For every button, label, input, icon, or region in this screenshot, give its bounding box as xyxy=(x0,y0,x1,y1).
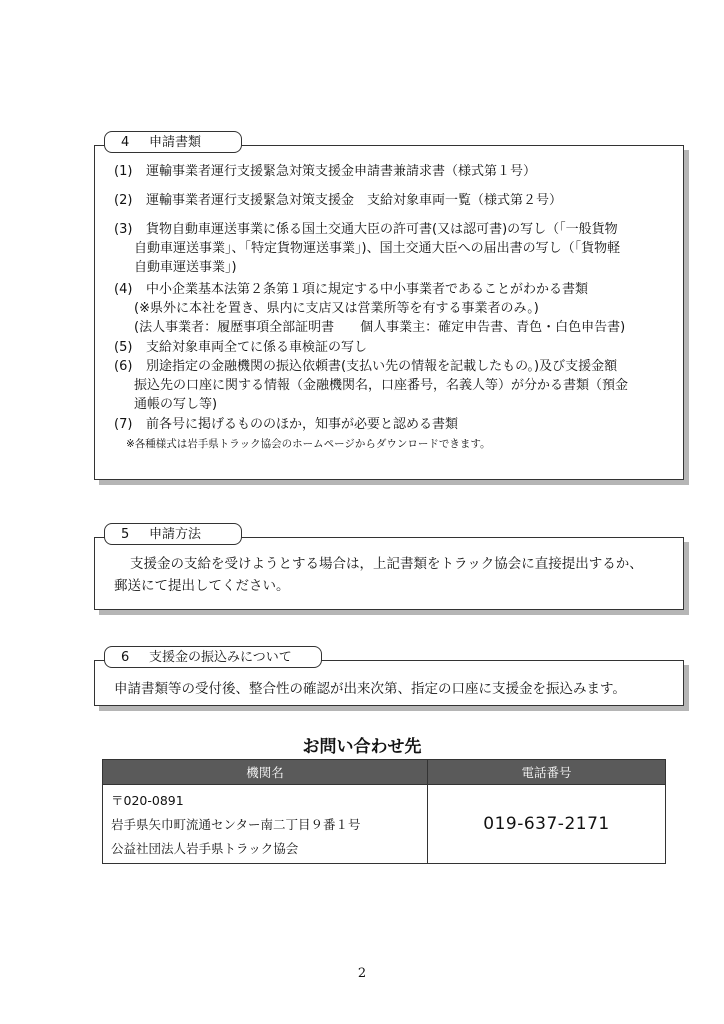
section-5-tab xyxy=(104,523,242,545)
section-6-number: 6 xyxy=(121,650,130,665)
page-number: 2 xyxy=(357,966,367,981)
item-number: (7) xyxy=(114,417,133,432)
item-text: 支給対象車両全てに係る車検証の写し xyxy=(146,340,368,355)
phone-number: 019-637-2171 xyxy=(428,785,666,864)
item-number: (1) xyxy=(114,164,133,179)
section-4-tab xyxy=(104,131,242,153)
section-4-number: 4 xyxy=(121,135,130,150)
item-text-continued: 振込先の口座に関する情報（金融機関名，口座番号，名義人等）が分かる書類（預金 xyxy=(134,378,629,393)
item-number: (3) xyxy=(114,222,133,237)
item-text-continued: 自動車運送事業」、「特定貨物運送事業」)、国土交通大臣への届出書の写し（「貨物軽 xyxy=(134,241,621,256)
column-header-phone: 電話番号 xyxy=(428,760,666,785)
postal-code: 〒020-0891 xyxy=(111,793,184,808)
address: 岩手県矢巾町流通センター南二丁目９番１号 xyxy=(111,817,361,832)
item-text: 運輸事業者運行支援緊急対策支援金 支給対象車両一覧（様式第２号） xyxy=(146,193,563,208)
item-text: 運輸事業者運行支援緊急対策支援金申請書兼請求書（様式第１号） xyxy=(146,164,537,179)
item-text: 前各号に掲げるもののほか，知事が必要と認める書類 xyxy=(146,417,459,432)
section-5-line-2: 郵送にて提出してください。 xyxy=(114,578,290,594)
item-text: 別途指定の金融機関の振込依頼書(支払い先の情報を記載したもの。)及び支援金額 xyxy=(146,359,618,374)
item-number: (2) xyxy=(114,193,133,208)
section-6-tab xyxy=(104,646,322,668)
item-number: (4) xyxy=(114,282,133,297)
item-text-continued: 通帳の写し等) xyxy=(134,397,218,412)
item-text-continued: (法人事業者：履歴事項全部証明書 個人事業主：確定申告書、青色・白色申告書) xyxy=(134,320,626,335)
contact-table xyxy=(102,759,666,864)
item-number: (6) xyxy=(114,359,133,374)
section-5-title: 申請方法 xyxy=(149,527,202,542)
section-6-text: 申請書類等の受付後、整合性の確認が出来次第、指定の口座に支援金を振込みます。 xyxy=(114,681,626,697)
contact-org-cell xyxy=(103,785,428,864)
item-text: 貨物自動車運送事業に係る国土交通大臣の許可書(又は認可書)の写し（「一般貨物 xyxy=(146,222,618,237)
item-number: (5) xyxy=(114,340,133,355)
section-5-number: 5 xyxy=(121,527,130,542)
organization-name: 公益社団法人岩手県トラック協会 xyxy=(111,841,299,856)
section-4-items xyxy=(114,162,674,462)
download-note: ※各種様式は岩手県トラック協会のホームページからダウンロードできます。 xyxy=(126,438,491,450)
column-header-org: 機関名 xyxy=(103,760,428,785)
section-5-line-1: 支援金の支給を受けようとする場合は，上記書類をトラック協会に直接提出するか、 xyxy=(130,556,643,572)
section-4-title: 申請書類 xyxy=(149,135,202,150)
section-6-title: 支援金の振込みについて xyxy=(149,650,292,665)
item-text-continued: 自動車運送事業」) xyxy=(134,260,237,275)
item-text: 中小企業基本法第２条第１項に規定する中小事業者であることがわかる書類 xyxy=(146,282,589,297)
item-text-continued: (※県外に本社を置き、県内に支店又は営業所等を有する事業者のみ。) xyxy=(134,301,539,316)
contact-heading: お問い合わせ先 xyxy=(302,737,422,757)
